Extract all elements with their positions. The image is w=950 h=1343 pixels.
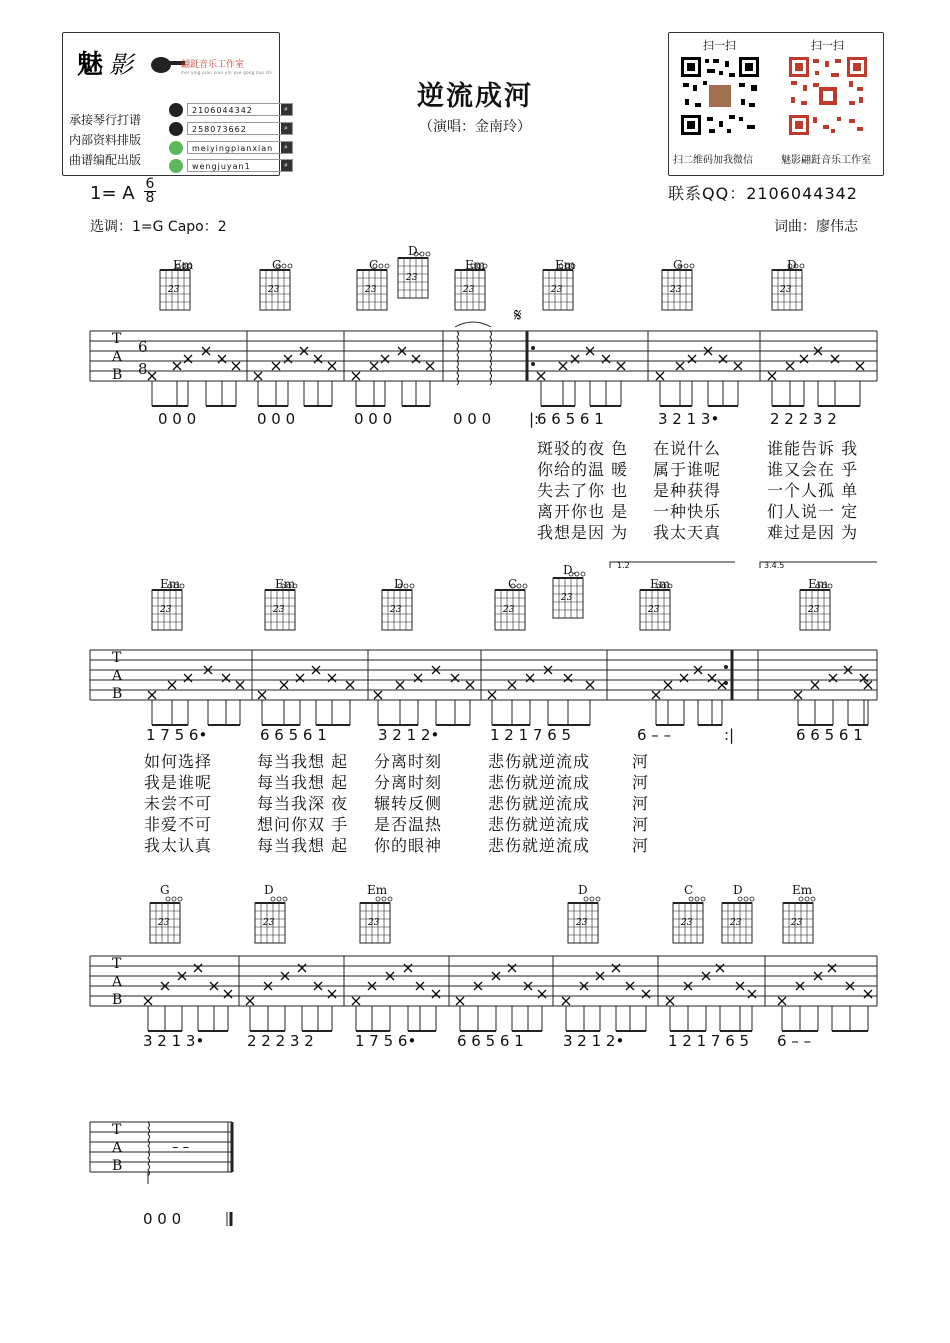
finger-number: 23 [503, 605, 515, 615]
lyric-line: 河 [632, 794, 650, 813]
lyric-line: 谁能告诉 我 [767, 439, 859, 458]
chord-name: D [787, 258, 797, 272]
jianpu-measure: 0 0 0 [354, 410, 393, 428]
open-string-mark [426, 252, 430, 256]
chord-name: Em [808, 577, 829, 591]
qr-caption-studio: 魅影翩跹音乐工作室 [781, 155, 871, 166]
lyric-line: 是否温热 [374, 815, 443, 834]
service-arrangement: 曲谱编配出版 [69, 153, 142, 167]
open-string-mark [690, 264, 694, 268]
finger-number: 23 [648, 605, 660, 615]
tab-rest-dashes: – – [172, 1140, 190, 1155]
svg-text:魅: 魅 [77, 50, 104, 80]
tab-letter-b: B [112, 1158, 123, 1174]
open-string-mark [277, 897, 281, 901]
lyric-line: 们人说一 定 [767, 502, 859, 521]
chord-name: C [369, 258, 379, 272]
qr-caption-wechat: 扫二维码加我微信 [673, 155, 753, 166]
open-string-mark [379, 264, 383, 268]
lyric-line: 在说什么 [653, 439, 722, 458]
open-string-mark [178, 897, 182, 901]
jianpu-measure: 3 2 1 2• [563, 1032, 625, 1050]
jianpu-measure: 0 0 0 [453, 410, 492, 428]
lyric-line: 河 [632, 836, 650, 855]
lyric-line: 想问你双 手 [257, 815, 349, 834]
lyric-line: 悲伤就逆流成 [488, 836, 591, 855]
finger-number: 23 [576, 918, 588, 928]
lyric-line: 如何选择 [144, 752, 213, 771]
open-string-mark [388, 897, 392, 901]
finger-number: 23 [158, 918, 170, 928]
lyric-line: 河 [632, 815, 650, 834]
finger-number: 23 [561, 593, 573, 603]
chord-name: Em [173, 258, 194, 272]
finger-number: 23 [681, 918, 693, 928]
finger-number: 23 [791, 918, 803, 928]
chord-name: D. [563, 563, 577, 577]
lyric-line: 非爱不可 [144, 815, 213, 834]
open-string-mark [750, 897, 754, 901]
open-string-mark [410, 584, 414, 588]
lyric-line: 每当我深 夜 [257, 794, 349, 813]
repeat-dot [724, 665, 728, 669]
finger-number: 23 [551, 285, 563, 295]
lyric-line: 悲伤就逆流成 [488, 794, 591, 813]
search-icon: ⌕ [281, 123, 292, 134]
lyric-line: 未尝不可 [144, 794, 213, 813]
contact-qq: 联系QQ：2106044342 [668, 184, 858, 203]
jianpu-measure: 3 2 1 3• [658, 410, 720, 428]
lyric-line: 你给的温 暖 [537, 460, 629, 479]
finger-number: 23 [808, 605, 820, 615]
tab-letter-b: B [112, 686, 123, 702]
scan-label-right: 扫一扫 [811, 39, 844, 52]
open-string-mark [811, 897, 815, 901]
chord-name: D [578, 883, 588, 897]
open-string-mark [282, 264, 286, 268]
open-string-mark [581, 572, 585, 576]
tab-letter-a: A [112, 668, 123, 684]
finger-number: 23 [670, 285, 682, 295]
search-icon: ⌕ [281, 104, 292, 115]
open-string-mark [271, 897, 275, 901]
volta-ending-2: 3.4.5 [764, 561, 785, 570]
chord-name: G [272, 258, 282, 272]
lyric-line: 我是谁呢 [144, 773, 213, 792]
tab-time-top: 6 [138, 338, 148, 356]
lyric-line: 河 [632, 773, 650, 792]
finger-number: 23 [273, 605, 285, 615]
tie-mark [455, 322, 491, 327]
jianpu-measure: 1 7 5 6• [355, 1032, 417, 1050]
finger-number: 23 [730, 918, 742, 928]
open-string-mark [828, 584, 832, 588]
chord-name: Em [367, 883, 388, 897]
tab-letter-t: T [112, 1122, 122, 1138]
jianpu-measure: 6 6 5 6 1 [796, 726, 863, 744]
contact-wechat-2[interactable]: wengjuyan1 ⌕ [187, 159, 293, 172]
lyric-line: 是种获得 [653, 481, 722, 500]
chord-name: D [264, 883, 274, 897]
tab-letter-t: T [112, 331, 122, 347]
lyric-line: 悲伤就逆流成 [488, 815, 591, 834]
lyric-line: 属于谁呢 [653, 460, 722, 479]
jianpu-measure: 0 0 0 [158, 410, 197, 428]
jianpu-measure: 2 2 2 3 2 [770, 410, 837, 428]
segno-icon: 𝄋 [514, 305, 522, 326]
song-singer: （演唱：金南玲） [419, 119, 531, 135]
service-material-layout: 内部资料排版 [69, 133, 142, 147]
chord-name: D [394, 577, 404, 591]
repeat-start: |: [529, 410, 540, 428]
lyric-line: 河 [632, 752, 650, 771]
lyric-line: 离开你也 是 [537, 502, 629, 521]
finger-number: 23 [263, 918, 275, 928]
lyric-line: 分离时刻 [374, 752, 443, 771]
arpeggio-mark [490, 331, 492, 385]
open-string-mark [166, 897, 170, 901]
open-string-mark [738, 897, 742, 901]
chord-name: G [160, 883, 170, 897]
lyric-line: 一个人孤 单 [767, 481, 859, 500]
open-string-mark [695, 897, 699, 901]
finger-number: 23 [390, 605, 402, 615]
lyric-line: 辗转反侧 [374, 794, 443, 813]
chord-name: Em [650, 577, 671, 591]
studio-pinyin: mei ying pian xian yin yue gong zuo shi [181, 70, 273, 75]
search-icon: ⌕ [281, 160, 292, 171]
repeat-dot [531, 346, 535, 350]
key-signature: 1= A [90, 183, 135, 204]
jianpu-measure: 0 0 0 [143, 1210, 182, 1228]
jianpu-measure: 6 – – [637, 726, 672, 744]
finger-number: 23 [406, 273, 418, 283]
finger-number: 23 [780, 285, 792, 295]
scan-label-left: 扫一扫 [703, 39, 736, 52]
tuning-capo: 选调：1=G Capo：2 [90, 219, 227, 235]
jianpu-measure: 2 2 2 3 2 [247, 1032, 314, 1050]
open-string-mark [517, 584, 521, 588]
open-string-mark [172, 897, 176, 901]
open-string-mark [684, 264, 688, 268]
repeat-dot [531, 362, 535, 366]
tab-letter-a: A [112, 1140, 123, 1156]
lyric-line: 我太天真 [653, 523, 722, 542]
open-string-mark [385, 264, 389, 268]
finger-number: 23 [463, 285, 475, 295]
tab-letter-t: T [112, 650, 122, 666]
chord-name: Em [465, 258, 486, 272]
open-string-mark [744, 897, 748, 901]
chord-name: C [508, 577, 518, 591]
lyric-line: 失去了你 也 [537, 481, 629, 500]
jianpu-measure: 1 2 1 7 6 5 [668, 1032, 750, 1050]
tab-time-bottom: 8 [138, 360, 148, 378]
chord-name: Em [555, 258, 576, 272]
lyricist-composer: 词曲：廖伟志 [774, 219, 858, 235]
open-string-mark [701, 897, 705, 901]
lyric-line: 我想是因 为 [537, 523, 629, 542]
arpeggio-mark [148, 1122, 150, 1176]
chord-name: G [673, 258, 683, 272]
jianpu-measure: 3 2 1 2• [378, 726, 440, 744]
tab-letter-a: A [112, 349, 123, 365]
lyric-line: 一种快乐 [653, 502, 722, 521]
song-title: 逆流成河 [417, 81, 533, 112]
tab-letter-b: B [112, 367, 123, 383]
open-string-mark [800, 264, 804, 268]
tab-letter-t: T [112, 956, 122, 972]
finger-number: 23 [368, 918, 380, 928]
lyric-line: 每当我想 起 [257, 836, 349, 855]
jianpu-measure: 6 – – [777, 1032, 812, 1050]
tab-letter-a: A [112, 974, 123, 990]
lyric-line: 悲伤就逆流成 [488, 773, 591, 792]
contact-qq-2[interactable]: 258073662 ⌕ [187, 122, 293, 135]
tab-letter-b: B [112, 992, 123, 1008]
open-string-mark [689, 897, 693, 901]
jianpu-measure: 3 2 1 3• [143, 1032, 205, 1050]
open-string-mark [404, 584, 408, 588]
search-icon: ⌕ [281, 142, 292, 153]
finger-number: 23 [268, 285, 280, 295]
lyric-line: 我太认真 [144, 836, 213, 855]
jianpu-measure: 6 6 5 6 1 [537, 410, 604, 428]
open-string-mark [596, 897, 600, 901]
open-string-mark [523, 584, 527, 588]
open-string-mark [590, 897, 594, 901]
lyric-line: 分离时刻 [374, 773, 443, 792]
finger-number: 23 [365, 285, 377, 295]
studio-name: 翩跹音乐工作室 [181, 60, 245, 70]
lyric-line: 谁又会在 乎 [767, 460, 859, 479]
time-signature: 6 8 [145, 176, 155, 206]
contact-wechat-1[interactable]: meiyingpianxian ⌕ [187, 141, 293, 154]
open-string-mark [805, 897, 809, 901]
finger-number: 23 [168, 285, 180, 295]
open-string-mark [283, 897, 287, 901]
repeat-end: :| [724, 726, 735, 744]
lyric-line: 你的眼神 [374, 836, 443, 855]
open-string-mark [180, 584, 184, 588]
lyric-line: 每当我想 起 [257, 773, 349, 792]
chord-name: C [684, 883, 694, 897]
open-string-mark [376, 897, 380, 901]
lyric-line: 每当我想 起 [257, 752, 349, 771]
jianpu-measure: 6 6 5 6 1 [260, 726, 327, 744]
jianpu-measure: 6 6 5 6 1 [457, 1032, 524, 1050]
jianpu-measure: 1 2 1 7 6 5 [490, 726, 572, 744]
open-string-mark [584, 897, 588, 901]
jianpu-measure: 0 0 0 [257, 410, 296, 428]
svg-text:影: 影 [109, 51, 133, 79]
chord-name: Em [792, 883, 813, 897]
arpeggio-mark [457, 331, 459, 385]
chord-name: D. [408, 244, 422, 258]
volta-ending-1: 1.2 [617, 561, 630, 570]
open-string-mark [799, 897, 803, 901]
jianpu-measure: 1 7 5 6• [146, 726, 208, 744]
lyric-line: 斑驳的夜 色 [537, 439, 629, 458]
chord-name: Em [275, 577, 296, 591]
open-string-mark [288, 264, 292, 268]
lyric-line: 难过是因 为 [767, 523, 859, 542]
chord-name: Em [160, 577, 181, 591]
contact-qq-1[interactable]: 2106044342 ⌕ [187, 103, 293, 116]
service-score-typesetting: 承接琴行打谱 [69, 113, 142, 127]
open-string-mark [382, 897, 386, 901]
chord-name: D [733, 883, 743, 897]
lyric-line: 悲伤就逆流成 [488, 752, 591, 771]
finger-number: 23 [160, 605, 172, 615]
